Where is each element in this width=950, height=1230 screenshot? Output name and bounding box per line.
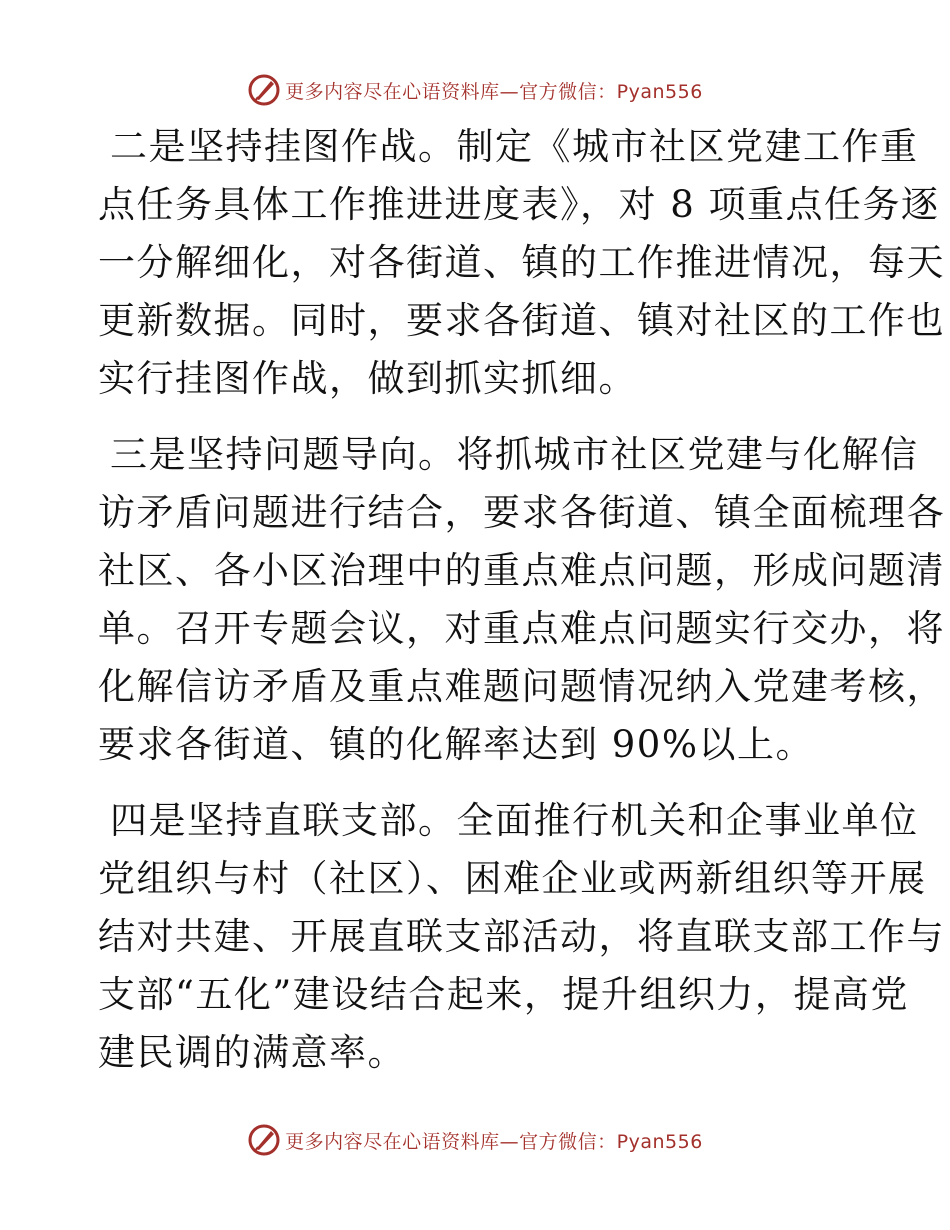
text-line: 三是坚持问题导向。将抓城市社区党建与化解信 bbox=[110, 433, 919, 476]
paragraph-2 bbox=[98, 426, 945, 774]
text-line: 单。召开专题会议，对重点难点问题实行交办，将 bbox=[98, 607, 945, 650]
document-body bbox=[98, 118, 945, 1100]
paragraph-1 bbox=[98, 118, 945, 408]
text-line: 更新数据。同时，要求各街道、镇对社区的工作也 bbox=[98, 299, 945, 342]
text-line: 二是坚持挂图作战。制定《城市社区党建工作重 bbox=[110, 125, 919, 168]
text-line: 社区、各小区治理中的重点难点问题，形成问题清 bbox=[98, 549, 945, 592]
quill-logo-icon bbox=[247, 1123, 281, 1157]
quill-logo-icon bbox=[247, 73, 281, 107]
text-line: 结对共建、开展直联支部活动，将直联支部工作与 bbox=[98, 915, 945, 958]
text-line: 建民调的满意率。 bbox=[98, 1031, 406, 1074]
header-watermark bbox=[0, 70, 950, 110]
watermark-text: 更多内容尽在心语资料库—官方微信：Pyan556 bbox=[285, 80, 703, 103]
text-line: 访矛盾问题进行结合，要求各街道、镇全面梳理各 bbox=[98, 491, 945, 534]
text-line: 实行挂图作战，做到抓实抓细。 bbox=[98, 357, 637, 400]
text-line: 支部“五化”建设结合起来，提升组织力，提高党 bbox=[98, 973, 909, 1016]
footer-watermark bbox=[0, 1120, 950, 1160]
text-line: 点任务具体工作推进进度表》，对 8 项重点任务逐 bbox=[98, 183, 940, 226]
text-line: 四是坚持直联支部。全面推行机关和企事业单位 bbox=[110, 799, 919, 842]
text-line: 党组织与村（社区）、困难企业或两新组织等开展 bbox=[98, 857, 927, 900]
paragraph-3 bbox=[98, 792, 945, 1082]
watermark-text: 更多内容尽在心语资料库—官方微信：Pyan556 bbox=[285, 1130, 703, 1153]
text-line: 化解信访矛盾及重点难题问题情况纳入党建考核， bbox=[98, 665, 945, 708]
text-line: 要求各街道、镇的化解率达到 90%以上。 bbox=[98, 723, 814, 766]
text-line: 一分解细化，对各街道、镇的工作推进情况，每天 bbox=[98, 241, 945, 284]
